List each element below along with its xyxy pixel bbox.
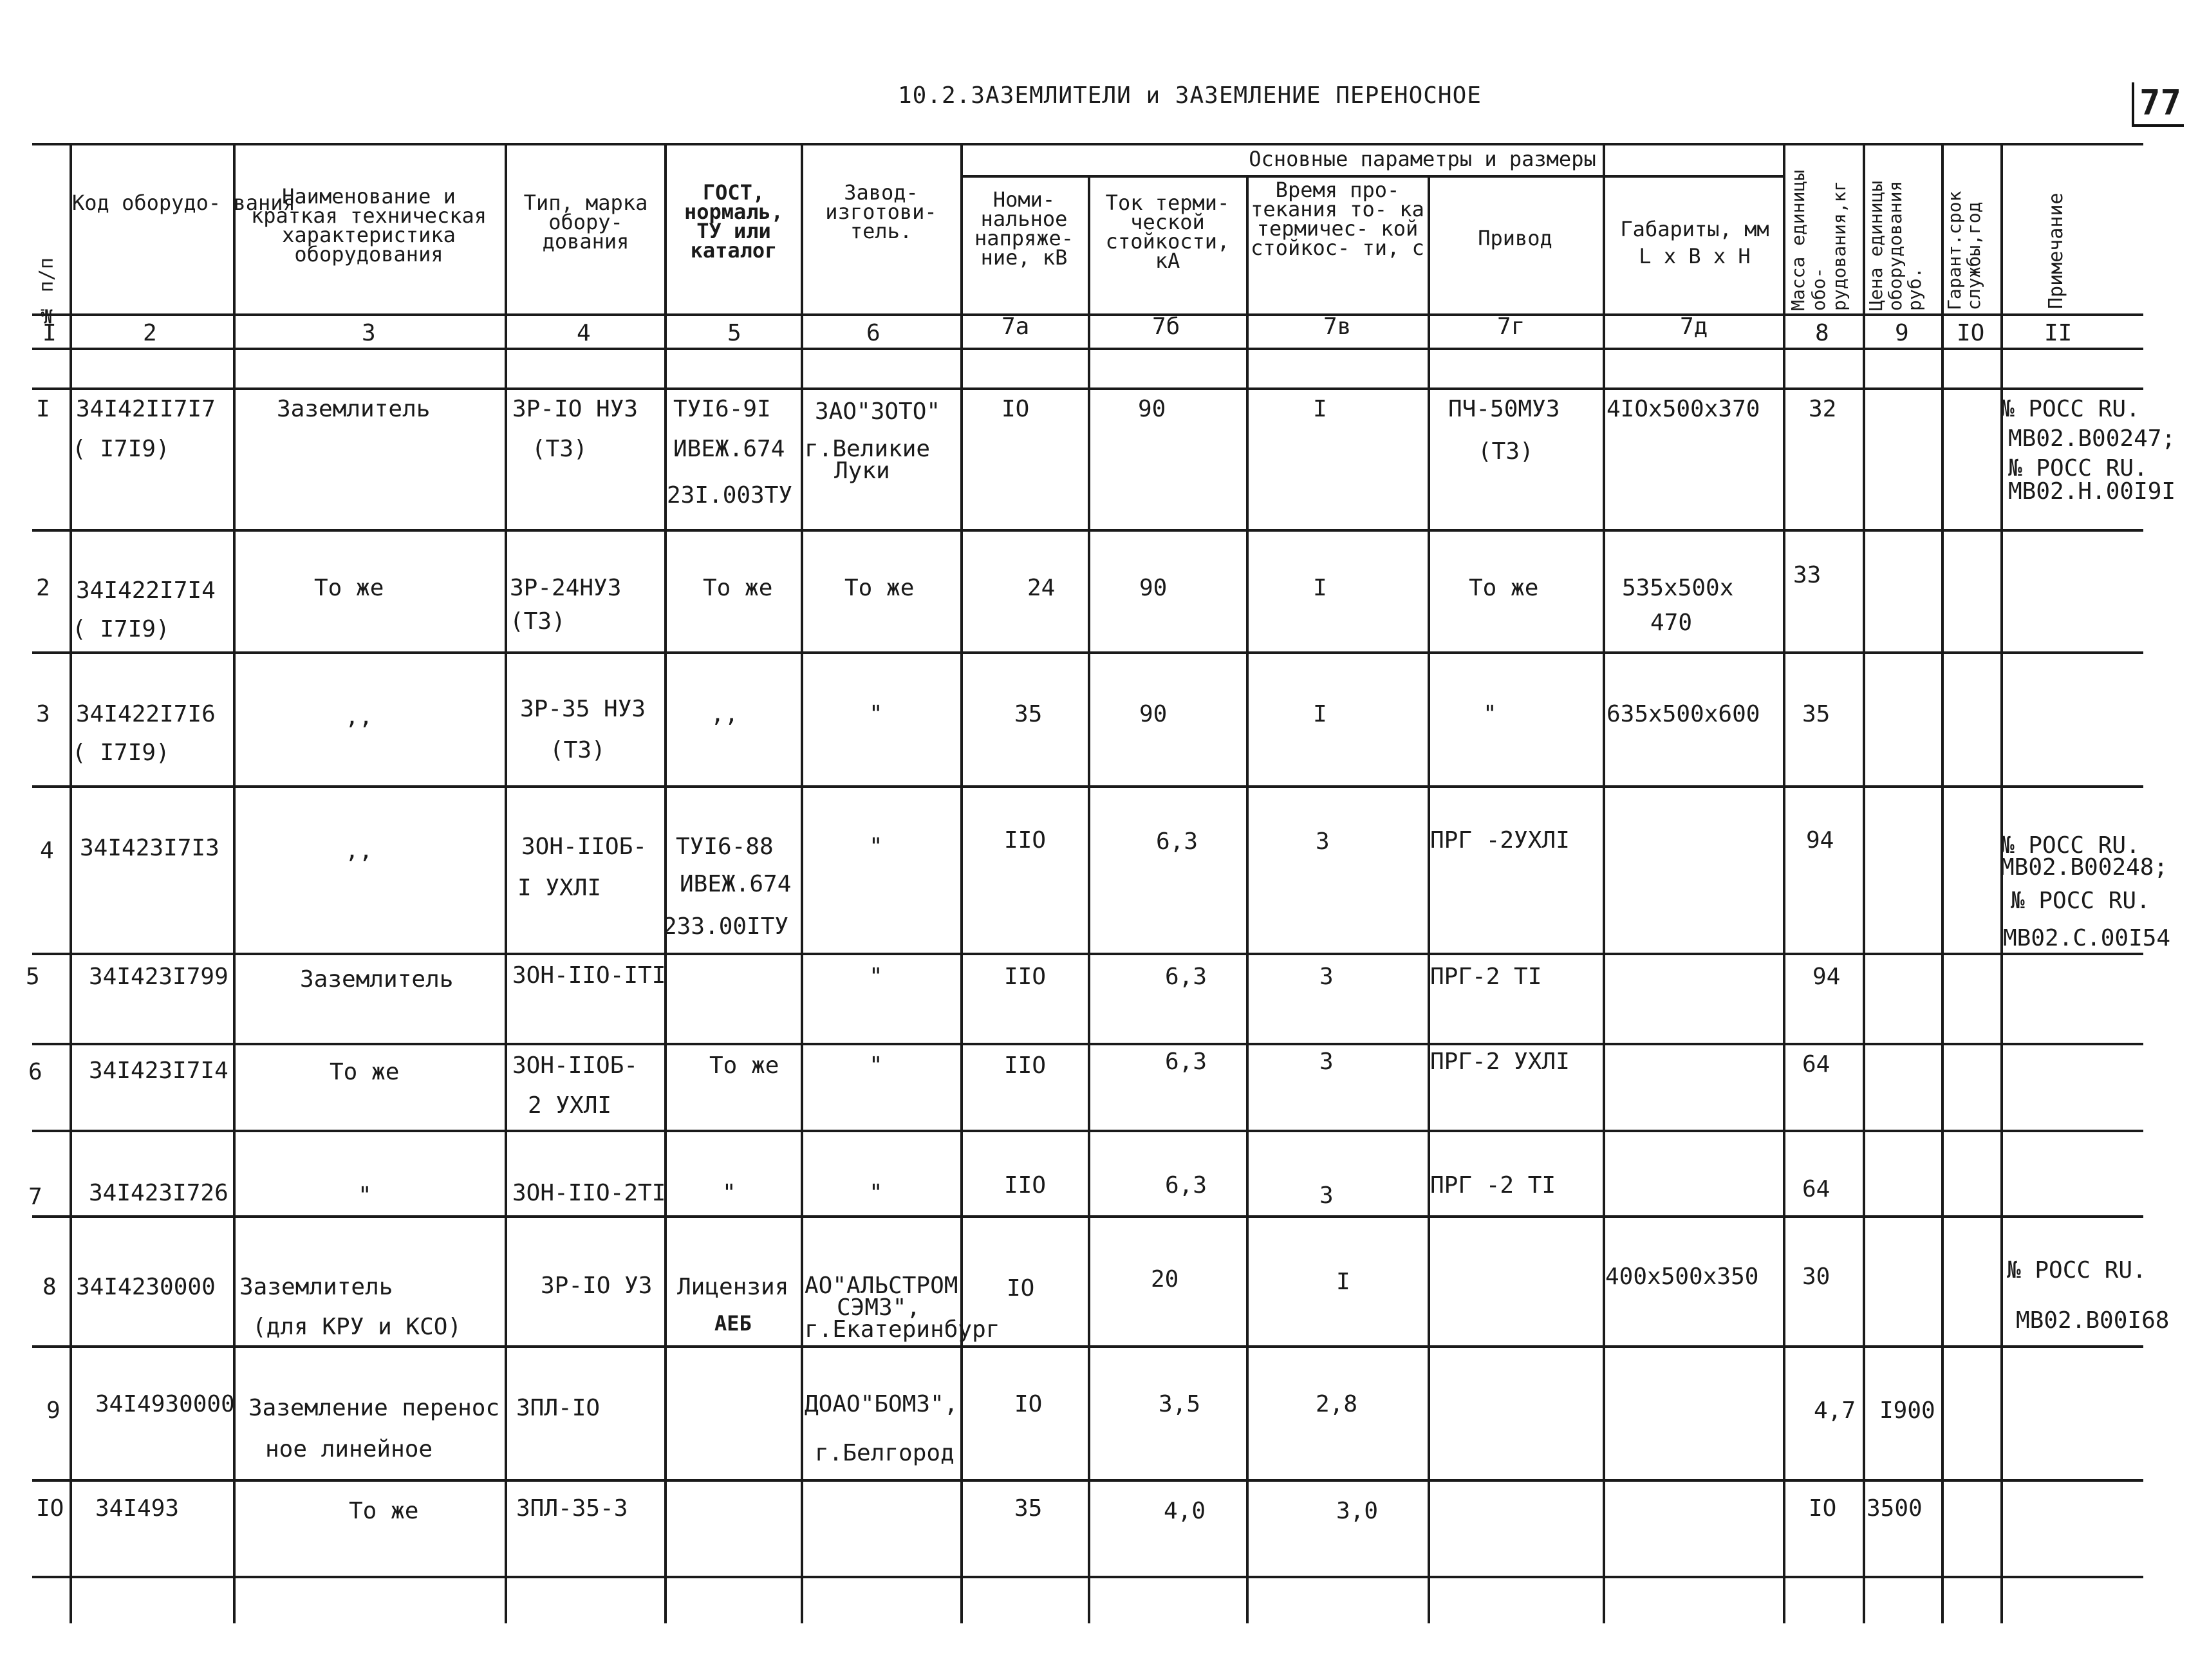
row-type: (ТЗ) — [550, 737, 606, 763]
row-gost: АЕБ — [714, 1311, 752, 1336]
row-note: № РОСС RU. — [2008, 455, 2148, 481]
header-code: Код оборудо- вания — [72, 191, 295, 215]
row-maker: " — [869, 834, 883, 860]
row-mass: 33 — [1793, 562, 1821, 588]
row-note: № РОСС RU. — [2007, 1257, 2147, 1283]
row-mass: 94 — [1806, 827, 1834, 854]
row-code: 34I422I7I4 — [76, 577, 216, 604]
row-name: ,, — [345, 837, 373, 864]
row-name: ное линейное — [265, 1436, 433, 1462]
col-number: 7б — [1152, 313, 1180, 340]
row-code-alt: ( I7I9) — [72, 616, 170, 642]
row-gost: 233.00IТУ — [663, 913, 789, 940]
row-price: 3500 — [1867, 1495, 1923, 1522]
row-gost: ТУI6-88 — [676, 834, 774, 860]
row-mass: 94 — [1812, 964, 1841, 990]
header-note: Примечание — [2045, 192, 2067, 309]
header-time: Время про- текания то- ка термичес- кой стойкос- ти, с — [1251, 178, 1424, 260]
row-gost: То же — [709, 1052, 779, 1079]
row-name: Заземлитель — [300, 966, 454, 993]
row-current: 6,3 — [1165, 1049, 1207, 1075]
col-number: 5 — [727, 320, 741, 346]
header-gost: ГОСТ, нормаль, ТУ или каталог — [684, 180, 784, 263]
row-gost: ИВЕЖ.674 — [680, 871, 792, 897]
row-nominal: IO — [1001, 396, 1030, 422]
row-code: 34I423I7I4 — [89, 1058, 228, 1084]
row-current: 6,3 — [1165, 1172, 1207, 1199]
row-num: 8 — [42, 1274, 57, 1300]
row-mass: 30 — [1802, 1264, 1830, 1290]
col-number: 9 — [1895, 320, 1909, 346]
row-num: 3 — [36, 701, 50, 727]
row-num: 4 — [40, 837, 54, 864]
header-warranty: Гарант.срок службы,год — [1944, 191, 1984, 310]
page-number: 77 — [2132, 82, 2184, 127]
row-gost: 23I.003ТУ — [667, 482, 793, 509]
row-current: 90 — [1139, 701, 1168, 727]
row-code: 34I423I799 — [89, 964, 228, 990]
row-time: I — [1313, 575, 1327, 601]
row-num: 5 — [26, 964, 40, 990]
row-time: 3 — [1319, 964, 1334, 990]
row-gost: ,, — [711, 701, 739, 727]
row-mass: IO — [1809, 1495, 1837, 1522]
row-mass: 64 — [1802, 1176, 1830, 1202]
row-mass: 64 — [1802, 1051, 1830, 1078]
row-time: 2,8 — [1316, 1391, 1358, 1417]
row-time: I — [1313, 396, 1327, 422]
row-name: Заземлитель — [239, 1274, 393, 1300]
row-note: МВ02.В00247; — [2008, 425, 2176, 452]
row-dims: 635x500x600 — [1607, 701, 1760, 727]
row-type: (ТЗ) — [510, 608, 566, 635]
row-type: ЗОН-IIO-ITI — [512, 962, 666, 989]
row-code-alt: ( I7I9) — [72, 436, 170, 462]
row-gost: То же — [703, 575, 773, 601]
row-type: 2 УХЛI — [528, 1092, 612, 1119]
row-name: То же — [349, 1498, 419, 1524]
row-mass: 4,7 — [1814, 1397, 1856, 1424]
row-nominal: IO — [1007, 1275, 1035, 1302]
row-code: 34I4230000 — [76, 1274, 216, 1300]
row-maker: г.Екатеринбург — [805, 1316, 1000, 1343]
row-current: 6,3 — [1165, 964, 1207, 990]
col-number: 8 — [1815, 320, 1829, 346]
col-number: 4 — [577, 320, 591, 346]
row-name: ,, — [345, 704, 373, 730]
row-nominal: IIO — [1004, 1172, 1047, 1199]
row-maker: " — [869, 964, 883, 990]
row-maker: " — [869, 701, 883, 727]
row-code: 34I4930000 — [95, 1391, 235, 1417]
row-time: I — [1313, 701, 1327, 727]
row-name: " — [358, 1182, 372, 1209]
row-num: 6 — [28, 1059, 42, 1085]
row-gost: ИВЕЖ.674 — [673, 436, 785, 462]
header-current: Ток терми- ческой стойкости, кА — [1105, 191, 1230, 273]
col-number: 7г — [1497, 313, 1525, 340]
row-type: ЗР-24НУЗ — [510, 575, 622, 601]
row-drive: ПРГ -2 TI — [1430, 1172, 1556, 1199]
page-title: 10.2.ЗАЗЕМЛИТЕЛИ и ЗАЗЕМЛЕНИЕ ПЕРЕНОСНОЕ — [898, 82, 1482, 109]
header-num: № п/п — [35, 257, 58, 327]
row-dims: 535x500x — [1622, 575, 1734, 601]
col-number: IO — [1957, 320, 1985, 346]
col-number: 3 — [362, 320, 376, 346]
header-drive: Привод — [1478, 226, 1552, 250]
row-name: Заземление перенос — [248, 1395, 500, 1421]
row-time: 3 — [1316, 828, 1330, 855]
row-dims: 4IOx500x370 — [1607, 396, 1760, 422]
row-time: 3,0 — [1336, 1498, 1379, 1524]
header-main-params: Основные параметры и размеры — [1249, 147, 1596, 171]
header-nominal: Номи- нальное напряже- ние, кВ — [974, 187, 1074, 270]
row-code: 34I42II7I7 — [76, 396, 216, 422]
row-gost: " — [722, 1180, 736, 1206]
header-price: Цена единицы оборудования руб. — [1865, 180, 1925, 311]
row-note: № РОСС RU. — [2011, 888, 2150, 914]
row-type: I УХЛI — [517, 875, 602, 901]
header-name: Наименование и краткая техническая характеристика оборудования — [250, 184, 487, 266]
row-time: 3 — [1319, 1049, 1334, 1075]
row-type: ЗОН-IIОБ- — [512, 1052, 638, 1079]
col-number: 2 — [143, 320, 157, 346]
row-current: 90 — [1138, 396, 1166, 422]
row-code: 34I493 — [95, 1495, 180, 1522]
row-time: I — [1336, 1269, 1350, 1295]
row-current: 3,5 — [1159, 1391, 1201, 1417]
row-mass: 35 — [1802, 701, 1830, 727]
row-maker: ДОАО"БОМЗ", — [805, 1391, 958, 1417]
row-mass: 32 — [1809, 396, 1837, 422]
row-drive: То же — [1469, 575, 1539, 601]
col-number: 6 — [866, 320, 880, 346]
row-drive: ПРГ -2УХЛI — [1430, 827, 1570, 854]
row-note: МВ02.С.00I54 — [2003, 925, 2171, 951]
row-name: То же — [330, 1059, 400, 1085]
row-type: ЗР-35 НУЗ — [520, 696, 646, 722]
row-maker: г.Белгород — [815, 1440, 955, 1466]
row-maker: Луки — [834, 458, 890, 484]
row-nominal: IIO — [1004, 1052, 1047, 1079]
row-dims: 400x500x350 — [1605, 1264, 1759, 1290]
row-type: ЗР-IO НУЗ — [512, 396, 638, 422]
row-drive: ПРГ-2 УХЛI — [1430, 1049, 1570, 1075]
row-num: 2 — [36, 575, 50, 601]
row-type: ЗОН-IIO-2TI — [512, 1180, 666, 1206]
col-number: I — [42, 320, 57, 346]
row-type: ЗР-IO УЗ — [541, 1273, 653, 1299]
row-nominal: 24 — [1027, 575, 1056, 601]
row-drive: " — [1483, 701, 1497, 727]
row-gost: ТУI6-9I — [673, 396, 771, 422]
row-drive: (ТЗ) — [1478, 438, 1534, 465]
col-number: 7д — [1680, 313, 1708, 340]
row-current: 20 — [1151, 1266, 1179, 1293]
row-num: I — [36, 396, 50, 422]
row-nominal: IIO — [1004, 827, 1047, 854]
row-type: ЗПЛ-35-3 — [516, 1495, 628, 1522]
row-name: Заземлитель — [277, 396, 431, 422]
row-name: То же — [314, 575, 384, 601]
row-maker: ЗАО"ЗОТО" — [815, 398, 941, 425]
row-price: I900 — [1879, 1397, 1935, 1424]
col-number: II — [2044, 320, 2073, 346]
row-nominal: 35 — [1014, 1495, 1043, 1522]
header-dims: Габариты, мм L x B x H — [1620, 217, 1769, 268]
row-nominal: 35 — [1014, 701, 1043, 727]
row-note: № РОСС RU. — [2000, 396, 2140, 422]
row-current: 6,3 — [1156, 828, 1198, 855]
row-note: МВ02.В00248; — [2000, 854, 2168, 881]
row-maker: То же — [844, 575, 915, 601]
row-drive: ПЧ-50МУЗ — [1448, 396, 1560, 422]
row-note: МВ02.Н.00I9I — [2008, 478, 2176, 505]
row-note: № РОСС RU. — [2000, 832, 2140, 859]
row-name: (для КРУ и КСО) — [252, 1314, 462, 1340]
col-number: 7в — [1323, 313, 1352, 340]
row-num: 9 — [46, 1397, 61, 1424]
row-code: 34I423I726 — [89, 1180, 228, 1206]
header-maker: Завод- изготови- тель. — [825, 180, 937, 243]
row-maker: АО"АЛЬСТРОМ — [805, 1273, 958, 1299]
row-nominal: IO — [1014, 1391, 1043, 1417]
row-maker: г.Великие — [805, 436, 931, 462]
row-num: IO — [36, 1495, 64, 1522]
row-type: (ТЗ) — [532, 436, 588, 462]
row-current: 90 — [1139, 575, 1168, 601]
row-maker: " — [869, 1052, 883, 1079]
row-gost: Лицензия — [677, 1274, 789, 1300]
row-drive: ПРГ-2 TI — [1430, 964, 1542, 990]
row-code: 34I422I7I6 — [76, 701, 216, 727]
col-number: 7а — [1001, 313, 1030, 340]
row-code-alt: ( I7I9) — [72, 740, 170, 766]
header-type: Тип, марка обору- дования — [523, 191, 648, 254]
row-code: 34I423I7I3 — [80, 835, 219, 861]
row-current: 4,0 — [1164, 1498, 1206, 1524]
row-nominal: IIO — [1004, 964, 1047, 990]
row-note: МВ02.В00I68 — [2016, 1307, 2170, 1334]
row-type: ЗОН-IIОБ- — [521, 834, 647, 860]
row-dims: 470 — [1650, 610, 1693, 636]
row-maker: " — [869, 1180, 883, 1206]
row-maker: СЭМЗ", — [837, 1294, 921, 1321]
row-type: ЗПЛ-IO — [516, 1395, 601, 1421]
row-time: 3 — [1319, 1182, 1334, 1209]
row-num: 7 — [28, 1184, 42, 1210]
header-mass: Масса единицы обо- рудования,кг — [1787, 169, 1850, 311]
